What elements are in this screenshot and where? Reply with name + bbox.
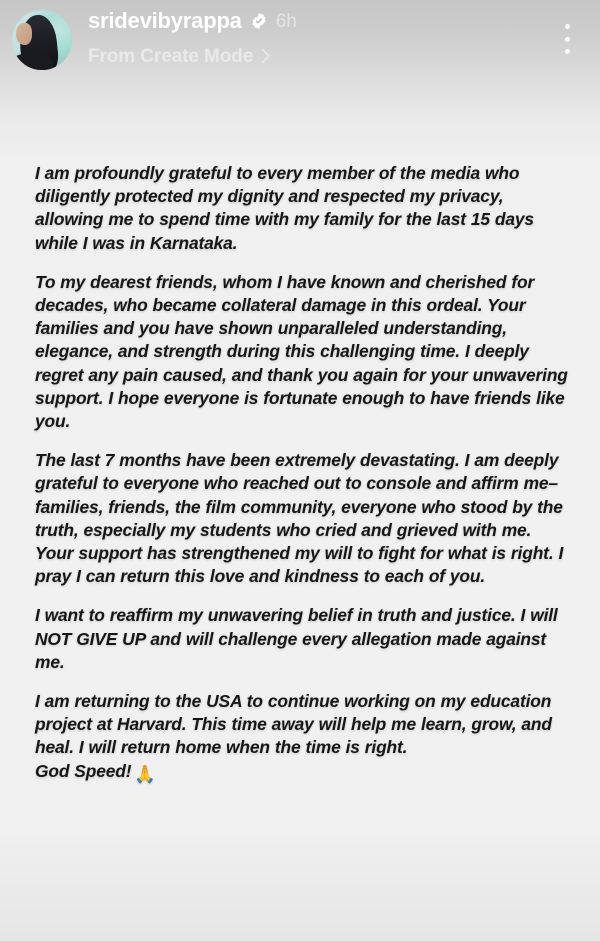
story-paragraph-text: I am returning to the USA to continue working on my education project at Harvard. This time away will help me learn, grow, and heal. I will return home when the time is right. — [35, 691, 552, 758]
avatar-face-shape — [16, 23, 32, 45]
header-text-group — [88, 6, 297, 69]
story-paragraph: To my dearest friends, whom I have known and cherished for decades, who became collateral damage in this ordeal. Your families and you have shown unparalleled understanding, elegance, and strength during this challenging time. I deeply regret any pain caused, and thank you again for your unwavering support. I hope everyone is fortunate enough to have friends like you. — [35, 271, 568, 432]
avatar[interactable] — [12, 10, 72, 70]
story-paragraph: I am profoundly grateful to every member of the media who diligently protected my dignity and respected my privacy, allowing me to spend time with my family for the last 15 days while I was in Karnataka. — [35, 163, 534, 253]
more-dot — [565, 24, 570, 29]
verified-badge-icon — [250, 12, 268, 30]
username-row — [88, 6, 297, 36]
create-mode-label: From Create Mode — [88, 45, 254, 67]
folded-hands-emoji-icon: 🙏 — [134, 763, 156, 784]
story-header — [0, 0, 600, 88]
timestamp-label: 6h — [275, 10, 297, 32]
closing-line-text: God Speed! — [35, 760, 132, 781]
chevron-right-icon — [260, 48, 271, 64]
story-closing-paragraph — [35, 690, 570, 786]
story-paragraph: The last 7 months have been extremely devastating. I am deeply grateful to everyone who reached out to console and affirm me–families, friends, the film community, everyone who stood by the truth, especially my students who cried and grieved with me. Your support has strengthened my will to fight for what is right. I pray I can return this love and kindness to each of you. — [35, 450, 564, 587]
more-options-icon[interactable] — [556, 22, 578, 56]
avatar-shoulder-shape — [12, 53, 53, 70]
story-paragraph: I want to reaffirm my unwavering belief in truth and justice. I will NOT GIVE UP and will challenge every allegation made against me. — [35, 605, 558, 672]
more-dot — [565, 49, 570, 54]
avatar-image — [12, 10, 72, 70]
more-dot — [565, 37, 570, 42]
story-text-body — [35, 162, 570, 786]
create-mode-link[interactable] — [88, 43, 297, 69]
username-label[interactable]: sridevibyrappa — [88, 8, 242, 33]
